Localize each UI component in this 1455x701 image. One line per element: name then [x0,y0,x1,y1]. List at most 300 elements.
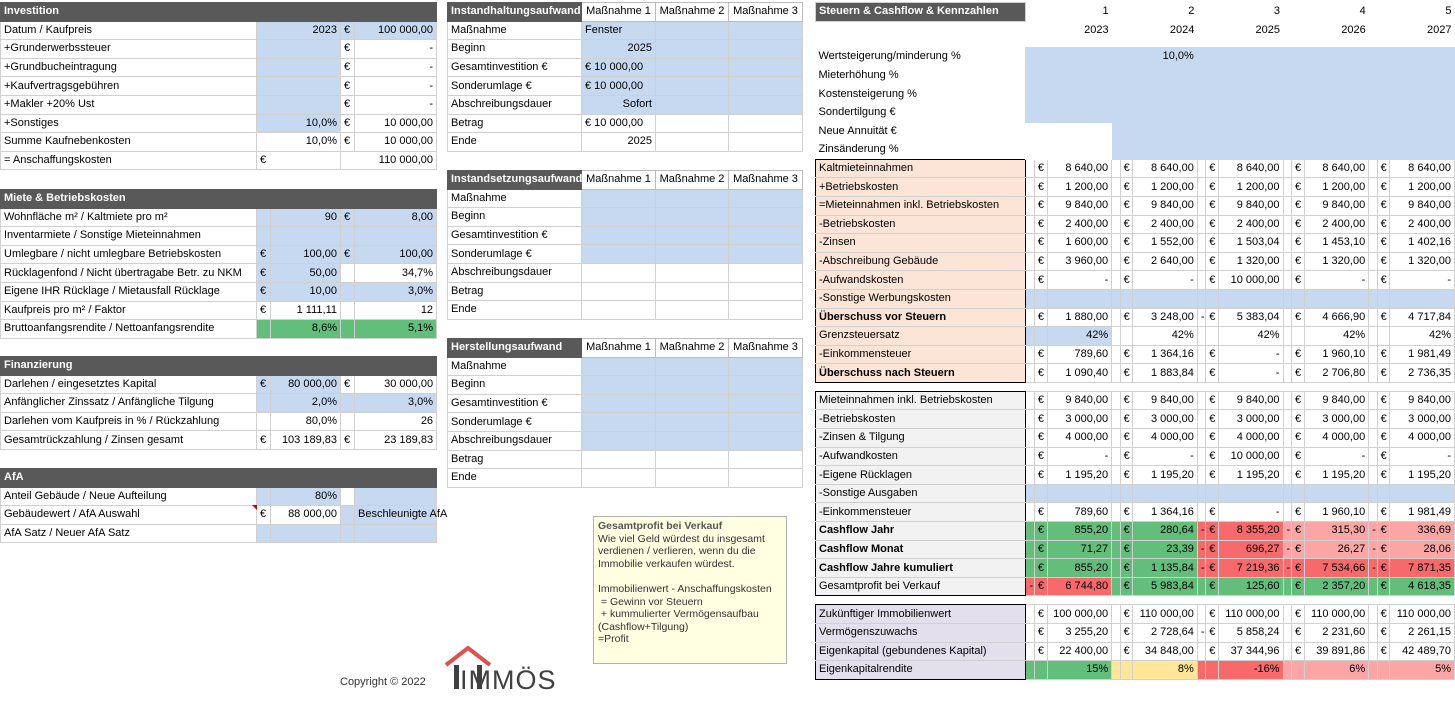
currency-cell[interactable]: € [1206,410,1219,429]
sign-cell[interactable] [1369,345,1377,364]
currency-cell[interactable]: € [1120,159,1133,178]
input-cell[interactable] [257,77,341,96]
row-label[interactable]: Vermögenszuwachs [816,624,1026,643]
param-label[interactable]: Wertsteigerung/minderung % [818,50,961,63]
sign-cell[interactable] [1369,159,1377,178]
currency-cell[interactable]: € [1291,391,1304,410]
input-cell[interactable] [582,208,656,227]
input-cell[interactable] [656,357,729,376]
input-cell[interactable] [582,301,656,320]
currency-cell[interactable] [341,524,355,543]
value-cell[interactable] [1218,289,1283,308]
currency-cell[interactable]: € [1120,234,1133,253]
currency-cell[interactable]: € [1034,159,1047,178]
currency-cell[interactable]: € [1377,391,1390,410]
sign-cell[interactable]: - [1197,308,1205,327]
currency-cell[interactable]: € [1291,178,1304,197]
input-cell[interactable]: 3,0% [355,282,437,301]
sign-cell[interactable] [1026,540,1034,559]
currency-cell[interactable]: € [1291,234,1304,253]
currency-cell[interactable]: € [1120,605,1133,624]
currency-cell[interactable]: € [1206,624,1219,643]
input-cell[interactable] [729,77,803,96]
value-cell[interactable] [1133,484,1198,503]
input-cell[interactable] [582,450,656,469]
currency-cell[interactable]: € [1291,308,1304,327]
value-cell[interactable]: 315,30 [1304,522,1369,541]
sign-cell[interactable] [1197,271,1205,290]
column-header[interactable]: Maßnahme 1 [582,339,656,358]
sign-cell[interactable] [1369,391,1377,410]
input-cell[interactable] [656,189,729,208]
value-cell[interactable]: 2 400,00 [1218,215,1283,234]
sign-cell[interactable] [1283,429,1291,448]
param-label[interactable]: Mieterhöhung % [818,69,899,82]
value-cell[interactable]: 6 744,80 [1047,577,1112,596]
currency-cell[interactable]: € [1206,252,1219,271]
input-cell[interactable] [656,469,729,488]
row-label[interactable]: Eigenkapital (gebundenes Kapital) [816,642,1026,661]
currency-cell[interactable]: € [1034,429,1047,448]
currency-cell[interactable]: € [1291,196,1304,215]
currency-cell[interactable]: € [1377,234,1390,253]
input-cell[interactable]: 30 000,00 [355,375,437,394]
value-cell[interactable]: 2 400,00 [1047,215,1112,234]
param-input[interactable] [1026,141,1112,160]
value-cell[interactable]: 9 840,00 [1218,391,1283,410]
value-cell[interactable]: 110 000,00 [1390,605,1455,624]
row-label[interactable]: Kaltmieteinnahmen [816,159,1026,178]
sign-cell[interactable] [1197,410,1205,429]
input-cell[interactable] [729,40,803,59]
currency-cell[interactable]: € [1377,178,1390,197]
row-label[interactable]: -Einkommensteuer [816,345,1026,364]
currency-cell[interactable]: € [1291,410,1304,429]
sign-cell[interactable] [1369,466,1377,485]
value-cell[interactable]: 1 200,00 [1390,178,1455,197]
row-label[interactable]: Sonderumlage € [448,77,582,96]
sign-cell[interactable] [1369,447,1377,466]
input-cell[interactable]: 2025 [582,40,656,59]
param-input[interactable] [1283,48,1369,67]
sign-cell[interactable] [1369,429,1377,448]
currency-cell[interactable]: € [1377,271,1390,290]
column-header[interactable]: Maßnahme 1 [582,3,656,22]
currency-cell[interactable]: € [1206,364,1219,383]
value-cell[interactable]: 34 848,00 [1133,642,1198,661]
sign-cell[interactable] [1283,178,1291,197]
param-label[interactable]: Sondertilgung € [818,106,896,119]
value-cell[interactable] [1304,484,1369,503]
value-cell[interactable]: 2 640,00 [1133,252,1198,271]
sign-cell[interactable] [1112,522,1120,541]
sign-cell[interactable] [1197,289,1205,308]
value-cell[interactable]: 1 200,00 [1218,178,1283,197]
value-cell[interactable]: 110 000,00 [1304,605,1369,624]
value-cell[interactable]: - [1218,364,1283,383]
sign-cell[interactable]: - [1197,522,1205,541]
currency-cell[interactable] [1206,289,1219,308]
sign-cell[interactable] [1112,466,1120,485]
row-label[interactable]: Rücklagenfond / Nicht übertragabe Betr. zu NKM [1,264,257,283]
row-label[interactable]: Ende [448,133,582,152]
currency-cell[interactable] [1206,327,1219,346]
input-cell[interactable] [729,226,803,245]
currency-cell[interactable]: € [1206,447,1219,466]
currency-cell[interactable]: € [1377,503,1390,522]
value-cell[interactable]: 2 400,00 [1133,215,1198,234]
section-title[interactable]: Finanzierung [1,357,437,376]
currency-cell[interactable]: € [1377,624,1390,643]
currency-cell[interactable]: € [1034,624,1047,643]
sign-cell[interactable] [1112,661,1120,680]
sign-cell[interactable] [1369,215,1377,234]
currency-cell[interactable]: € [1120,540,1133,559]
value-cell[interactable]: 6% [1304,661,1369,680]
year-header[interactable]: 2024 [1169,23,1195,36]
currency-cell[interactable]: € [1120,196,1133,215]
value-cell[interactable]: 1 453,10 [1304,234,1369,253]
input-cell[interactable]: € 10 000,00 [582,114,656,133]
value-cell[interactable]: 4 717,84 [1390,308,1455,327]
value-cell[interactable]: 5 983,84 [1133,577,1198,596]
value-cell[interactable]: 2 261,15 [1390,624,1455,643]
input-cell[interactable] [729,133,803,152]
currency-cell[interactable]: € [1377,559,1390,578]
sign-cell[interactable] [1112,271,1120,290]
input-cell[interactable]: 1 111,11 [271,301,341,320]
value-cell[interactable]: 2 706,80 [1304,364,1369,383]
sign-cell[interactable] [1112,327,1120,346]
sign-cell[interactable] [1112,559,1120,578]
currency-cell[interactable]: € [1377,605,1390,624]
input-cell[interactable] [729,469,803,488]
currency-cell[interactable]: € [1291,577,1304,596]
value-cell[interactable]: 789,60 [1047,503,1112,522]
value-cell[interactable]: 2 736,35 [1390,364,1455,383]
sign-cell[interactable] [1112,624,1120,643]
value-cell[interactable]: 1 320,00 [1304,252,1369,271]
value-cell[interactable] [1304,289,1369,308]
row-label[interactable]: Abschreibungsdauer [448,263,582,282]
input-cell[interactable] [729,357,803,376]
param-input[interactable] [1197,122,1283,141]
value-cell[interactable]: 3 248,00 [1133,308,1198,327]
row-label[interactable]: Eigenkapitalrendite [816,661,1026,680]
sign-cell[interactable] [1112,540,1120,559]
param-label[interactable]: Kostensteigerung % [818,87,917,100]
currency-cell[interactable]: € [1206,271,1219,290]
sign-cell[interactable] [1026,327,1034,346]
currency-cell[interactable]: € [1377,466,1390,485]
sign-cell[interactable] [1026,642,1034,661]
input-cell[interactable]: 80 000,00 [271,375,341,394]
row-label[interactable]: Beginn [448,376,582,395]
value-cell[interactable]: 4 000,00 [1390,429,1455,448]
row-label[interactable]: Datum / Kaufpreis [1,21,257,40]
value-cell[interactable]: 9 840,00 [1047,391,1112,410]
section-title[interactable]: Investition [1,3,437,22]
input-cell[interactable] [656,58,729,77]
sign-cell[interactable] [1197,577,1205,596]
currency-cell[interactable]: € [341,375,355,394]
input-cell[interactable] [656,413,729,432]
row-label[interactable]: +Grundbucheintragung [1,58,257,77]
row-label[interactable]: -Betriebskosten [816,410,1026,429]
value-cell[interactable]: 7 219,36 [1218,559,1283,578]
input-cell[interactable] [257,95,341,114]
value-cell[interactable]: 3 960,00 [1047,252,1112,271]
input-cell[interactable]: 50,00 [271,264,341,283]
sign-cell[interactable] [1369,410,1377,429]
input-cell[interactable] [355,487,437,506]
param-input[interactable] [1026,122,1112,141]
input-cell[interactable]: 88 000,00 [271,506,341,525]
row-label[interactable]: -Sonstige Werbungskosten [816,289,1026,308]
row-label[interactable]: Grenzsteuersatz [816,327,1026,346]
input-cell[interactable] [257,58,341,77]
input-cell[interactable]: 2,0% [271,394,341,413]
currency-cell[interactable]: € [257,282,271,301]
row-label[interactable]: Sonderumlage € [448,245,582,264]
value-cell[interactable]: 37 344,96 [1218,642,1283,661]
input-cell[interactable] [729,208,803,227]
value-cell[interactable]: 1 090,40 [1047,364,1112,383]
value-cell[interactable]: 1 195,20 [1304,466,1369,485]
currency-cell[interactable]: € [1206,391,1219,410]
value-cell[interactable]: 26,27 [1304,540,1369,559]
value-cell[interactable]: 28,06 [1390,540,1455,559]
input-cell[interactable]: 80,0% [271,412,341,431]
input-cell[interactable]: 2023 [257,21,341,40]
value-cell[interactable]: - [1133,271,1198,290]
sign-cell[interactable] [1197,234,1205,253]
input-cell[interactable] [355,524,437,543]
value-cell[interactable]: 10 000,00 [1218,447,1283,466]
currency-cell[interactable]: € [1377,642,1390,661]
value-cell[interactable]: 1 981,49 [1390,345,1455,364]
value-cell[interactable]: - [1218,345,1283,364]
currency-cell[interactable]: € [257,245,271,264]
value-cell[interactable] [1390,484,1455,503]
sign-cell[interactable] [1026,159,1034,178]
row-label[interactable]: +Grunderwerbssteuer [1,40,257,59]
sign-cell[interactable] [1026,234,1034,253]
sign-cell[interactable] [1026,503,1034,522]
input-cell[interactable] [729,394,803,413]
input-cell[interactable]: 10 000,00 [355,133,437,152]
input-cell[interactable]: - [355,58,437,77]
param-label[interactable]: Neue Annuität € [818,124,897,137]
input-cell[interactable] [656,394,729,413]
currency-cell[interactable] [1034,661,1047,680]
value-cell[interactable]: - [1304,271,1369,290]
currency-cell[interactable]: € [1291,364,1304,383]
value-cell[interactable]: 39 891,86 [1304,642,1369,661]
currency-cell[interactable]: € [257,264,271,283]
value-cell[interactable]: 1 364,16 [1133,503,1198,522]
row-label[interactable]: Bruttoanfangsrendite / Nettoanfangsrendite [1,320,257,339]
input-cell[interactable]: 10,00 [271,282,341,301]
currency-cell[interactable]: € [1291,522,1304,541]
value-cell[interactable]: 9 840,00 [1218,196,1283,215]
input-cell[interactable] [582,282,656,301]
sign-cell[interactable] [1112,159,1120,178]
value-cell[interactable]: - [1133,447,1198,466]
currency-cell[interactable]: € [341,21,355,40]
input-cell[interactable]: 90 [271,208,341,227]
currency-cell[interactable] [341,487,355,506]
sign-cell[interactable] [1283,196,1291,215]
currency-cell[interactable] [257,524,271,543]
sign-cell[interactable] [1026,345,1034,364]
input-cell[interactable]: 80% [271,487,341,506]
currency-cell[interactable]: € [1120,391,1133,410]
sign-cell[interactable] [1369,624,1377,643]
currency-cell[interactable]: € [1291,345,1304,364]
currency-cell[interactable] [1377,327,1390,346]
input-cell[interactable] [257,40,341,59]
param-input[interactable] [1026,103,1112,122]
row-label[interactable]: -Zinsen [816,234,1026,253]
param-input[interactable] [1026,66,1112,85]
input-cell[interactable] [582,226,656,245]
value-cell[interactable]: 42% [1304,327,1369,346]
sign-cell[interactable] [1112,577,1120,596]
currency-cell[interactable]: € [1377,159,1390,178]
value-cell[interactable]: 4 000,00 [1133,429,1198,448]
row-label[interactable]: Betrag [448,282,582,301]
value-cell[interactable]: 8 640,00 [1133,159,1198,178]
currency-cell[interactable]: € [1120,624,1133,643]
param-input[interactable] [1197,66,1283,85]
currency-cell[interactable]: € [1291,559,1304,578]
value-cell[interactable]: 2 400,00 [1390,215,1455,234]
year-index[interactable]: 5 [1445,5,1452,18]
value-cell[interactable]: 1 364,16 [1133,345,1198,364]
row-label[interactable]: -Eigene Rücklagen [816,466,1026,485]
currency-cell[interactable]: € [1377,447,1390,466]
input-cell[interactable] [656,263,729,282]
param-input[interactable] [1283,103,1369,122]
sign-cell[interactable] [1112,391,1120,410]
row-label[interactable]: Umlegbare / nicht umlegbare Betriebskosten [1,245,257,264]
value-cell[interactable]: 22 400,00 [1047,642,1112,661]
input-cell[interactable]: 23 189,83 [355,431,437,450]
param-input[interactable] [1026,48,1112,67]
sign-cell[interactable] [1026,252,1034,271]
sign-cell[interactable] [1283,661,1291,680]
currency-cell[interactable]: € [1034,234,1047,253]
currency-cell[interactable] [341,282,355,301]
currency-cell[interactable]: € [1291,540,1304,559]
sign-cell[interactable] [1112,215,1120,234]
currency-cell[interactable]: € [1377,522,1390,541]
currency-cell[interactable]: € [1034,540,1047,559]
input-cell[interactable]: 100 000,00 [355,21,437,40]
sign-cell[interactable] [1197,391,1205,410]
value-cell[interactable]: 1 200,00 [1133,178,1198,197]
sign-cell[interactable] [1197,345,1205,364]
input-cell[interactable] [656,114,729,133]
input-cell[interactable]: 12 [355,301,437,320]
value-cell[interactable]: 336,69 [1390,522,1455,541]
year-header[interactable]: 2026 [1341,23,1366,36]
param-input[interactable] [1369,85,1455,104]
sign-cell[interactable] [1197,364,1205,383]
input-cell[interactable] [582,376,656,395]
input-cell[interactable]: Sofort [582,95,656,114]
value-cell[interactable]: - [1047,271,1112,290]
value-cell[interactable]: 4 000,00 [1304,429,1369,448]
param-input[interactable] [1369,141,1455,160]
sign-cell[interactable] [1283,642,1291,661]
sign-cell[interactable] [1112,364,1120,383]
row-label[interactable]: Mieteinnahmen inkl. Betriebskosten [816,391,1026,410]
row-label[interactable]: =Mieteinnahmen inkl. Betriebskosten [816,196,1026,215]
value-cell[interactable] [1047,289,1112,308]
total-label[interactable]: = Anschaffungskosten [1,151,257,170]
row-label[interactable]: Maßnahme [448,21,582,40]
column-header[interactable]: Maßnahme 3 [729,339,803,358]
sign-cell[interactable] [1026,624,1034,643]
row-label[interactable]: Summe Kaufnebenkosten [1,133,257,152]
value-cell[interactable]: 1 960,10 [1304,345,1369,364]
currency-cell[interactable]: € [1291,605,1304,624]
currency-cell[interactable]: € [1120,503,1133,522]
currency-cell[interactable]: € [257,375,271,394]
sign-cell[interactable]: - [1369,522,1377,541]
currency-cell[interactable] [341,412,355,431]
currency-cell[interactable]: € [341,208,355,227]
sign-cell[interactable] [1112,503,1120,522]
input-cell[interactable] [656,21,729,40]
section-title[interactable]: Steuern & Cashflow & Kennzahlen [816,3,1026,22]
sign-cell[interactable] [1369,234,1377,253]
value-cell[interactable]: 5 858,24 [1218,624,1283,643]
row-label[interactable]: -Aufwandskosten [816,271,1026,290]
value-cell[interactable] [1218,484,1283,503]
value-cell[interactable] [1390,289,1455,308]
input-cell[interactable] [656,95,729,114]
row-label[interactable]: Sonderumlage € [448,413,582,432]
currency-cell[interactable]: € [1034,466,1047,485]
currency-cell[interactable]: € [1377,577,1390,596]
currency-cell[interactable] [341,227,355,246]
currency-cell[interactable]: € [341,58,355,77]
input-cell[interactable] [729,431,803,450]
value-cell[interactable]: 42 489,70 [1390,642,1455,661]
currency-cell[interactable] [1120,484,1133,503]
currency-cell[interactable]: € [1120,447,1133,466]
row-label[interactable]: Ende [448,469,582,488]
currency-cell[interactable]: € [1206,540,1219,559]
currency-cell[interactable]: € [1034,178,1047,197]
currency-cell[interactable]: € [1206,605,1219,624]
currency-cell[interactable]: € [1206,345,1219,364]
row-label[interactable]: Abschreibungsdauer [448,95,582,114]
currency-cell[interactable] [257,208,271,227]
currency-cell[interactable]: € [257,431,271,450]
param-input[interactable] [1112,85,1198,104]
sign-cell[interactable] [1283,364,1291,383]
sign-cell[interactable]: - [1197,559,1205,578]
sign-cell[interactable] [1026,271,1034,290]
sign-cell[interactable] [1197,178,1205,197]
currency-cell[interactable] [1034,327,1047,346]
currency-cell[interactable]: € [1034,503,1047,522]
value-cell[interactable]: 8 355,20 [1218,522,1283,541]
